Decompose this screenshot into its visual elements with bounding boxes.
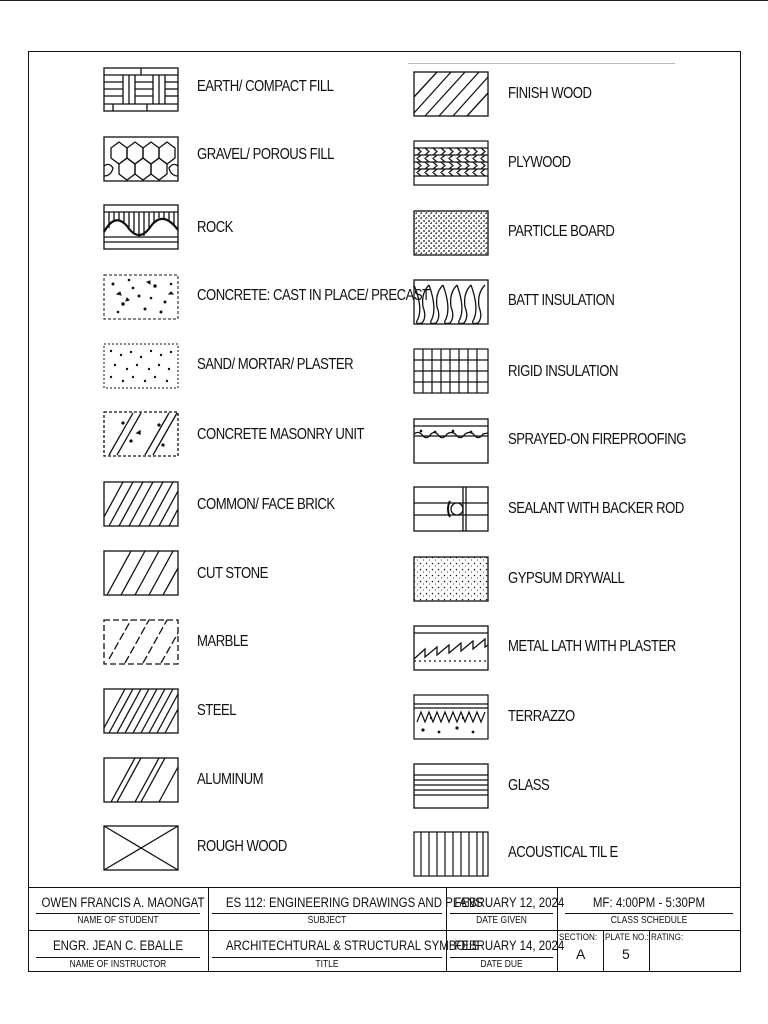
page-top-rule (0, 0, 768, 1)
common-face-brick-hatch-icon (103, 481, 179, 527)
aluminum-hatch-icon (103, 757, 179, 803)
date-given-caption: DATE GIVEN (476, 915, 527, 926)
rating-cell (649, 930, 741, 972)
gypsum-drywall-hatch-icon (413, 556, 489, 602)
plate-title: ARCHITECHTURAL & STRUCTURAL SYMBOLS (225, 938, 480, 953)
underline (36, 913, 200, 914)
legend-label: STEEL (197, 702, 237, 719)
instructor-name: ENGR. JEAN C. EBALLE (52, 938, 184, 953)
subject-cell (208, 887, 483, 930)
section-value: A (576, 946, 586, 962)
legend-label: FINISH WOOD (508, 85, 592, 102)
date-due-cell (446, 930, 565, 972)
batt-insulation-hatch-icon (413, 279, 489, 325)
legend-label: CONCRETE: CAST IN PLACE/ PRECAST (197, 287, 430, 304)
glass-hatch-icon (413, 763, 489, 809)
terrazzo-hatch-icon (413, 694, 489, 740)
underline (450, 913, 553, 914)
date-due-caption: DATE DUE (480, 959, 523, 970)
legend-label: ROUGH WOOD (197, 838, 287, 855)
student-name: OWEN FRANCIS A. MAONGAT (41, 895, 205, 910)
particle-board-hatch-icon (413, 210, 489, 256)
underline (565, 913, 733, 914)
underline (36, 957, 200, 958)
legend-label: RIGID INSULATION (508, 363, 618, 380)
legend-label: GRAVEL/ POROUS FILL (197, 146, 334, 163)
title-cell (208, 930, 480, 972)
title-caption: TITLE (315, 959, 339, 970)
date-given-cell (446, 887, 565, 930)
legend-label: SAND/ MORTAR/ PLASTER (197, 356, 354, 373)
sprayed-fireproofing-hatch-icon (413, 418, 489, 464)
plate-no-value: 5 (622, 946, 630, 962)
section-cell (557, 930, 603, 972)
sand-mortar-plaster-hatch-icon (103, 343, 179, 389)
earth-compact-fill-hatch-icon (103, 67, 179, 112)
legend-label: EARTH/ COMPACT FILL (197, 78, 334, 95)
legend-label: TERRAZZO (508, 708, 575, 725)
legend-label: SPRAYED-ON FIREPROOFING (508, 431, 686, 448)
legend-label: PARTICLE BOARD (508, 223, 615, 240)
marble-hatch-icon (103, 619, 179, 665)
subject: ES 112: ENGINEERING DRAWINGS AND PLANS (225, 895, 483, 910)
underline (450, 957, 553, 958)
rock-hatch-icon (103, 204, 179, 250)
legend-label: SEALANT WITH BACKER ROD (508, 500, 684, 517)
cut-stone-hatch-icon (103, 550, 179, 596)
plywood-hatch-icon (413, 140, 489, 186)
legend-label: ACOUSTICAL TIL E (508, 844, 618, 861)
rough-wood-hatch-icon (103, 825, 179, 871)
plate-no-caption: PLATE NO.: (605, 932, 649, 943)
gravel-porous-fill-hatch-icon (103, 136, 179, 182)
instructor-cell (28, 930, 208, 972)
schedule-caption: CLASS SCHEDULE (610, 915, 688, 926)
legend-label: COMMON/ FACE BRICK (197, 496, 335, 513)
date-due: FEBRUARY 14, 2024 (454, 938, 565, 953)
sealant-backer-rod-hatch-icon (413, 486, 489, 532)
legend-label: METAL LATH WITH PLASTER (508, 638, 676, 655)
legend-label: CONCRETE MASONRY UNIT (197, 426, 365, 443)
date-given: FEBRUARY 12, 2024 (454, 895, 565, 910)
concrete-hatch-icon (103, 274, 179, 320)
legend-label: CUT STONE (197, 565, 268, 582)
steel-hatch-icon (103, 688, 179, 734)
underline (212, 957, 442, 958)
section-caption: SECTION: (559, 932, 598, 943)
concrete-masonry-unit-hatch-icon (103, 411, 179, 457)
title-block (28, 887, 741, 972)
finish-wood-hatch-icon (413, 71, 489, 117)
rigid-insulation-hatch-icon (413, 348, 489, 394)
legend-label: GLASS (508, 777, 550, 794)
underline (212, 913, 442, 914)
legend-label: ROCK (197, 219, 233, 236)
student-name-cell (28, 887, 208, 930)
subject-caption: SUBJECT (307, 915, 347, 926)
rating-caption: RATING: (651, 932, 684, 943)
plate-no-cell (603, 930, 649, 972)
class-schedule: MF: 4:00PM - 5:30PM (592, 895, 706, 910)
metal-lath-plaster-hatch-icon (413, 625, 489, 671)
legend-label: GYPSUM DRYWALL (508, 570, 625, 587)
acoustical-tile-hatch-icon (413, 831, 489, 877)
instructor-caption: NAME OF INSTRUCTOR (69, 959, 167, 970)
legend-label: ALUMINUM (197, 771, 264, 788)
legend-label: BATT INSULATION (508, 292, 615, 309)
legend-label: PLYWOOD (508, 154, 571, 171)
student-name-caption: NAME OF STUDENT (77, 915, 159, 926)
schedule-cell (557, 887, 741, 930)
legend-label: MARBLE (197, 633, 249, 650)
right-column-top-rule (408, 63, 675, 64)
